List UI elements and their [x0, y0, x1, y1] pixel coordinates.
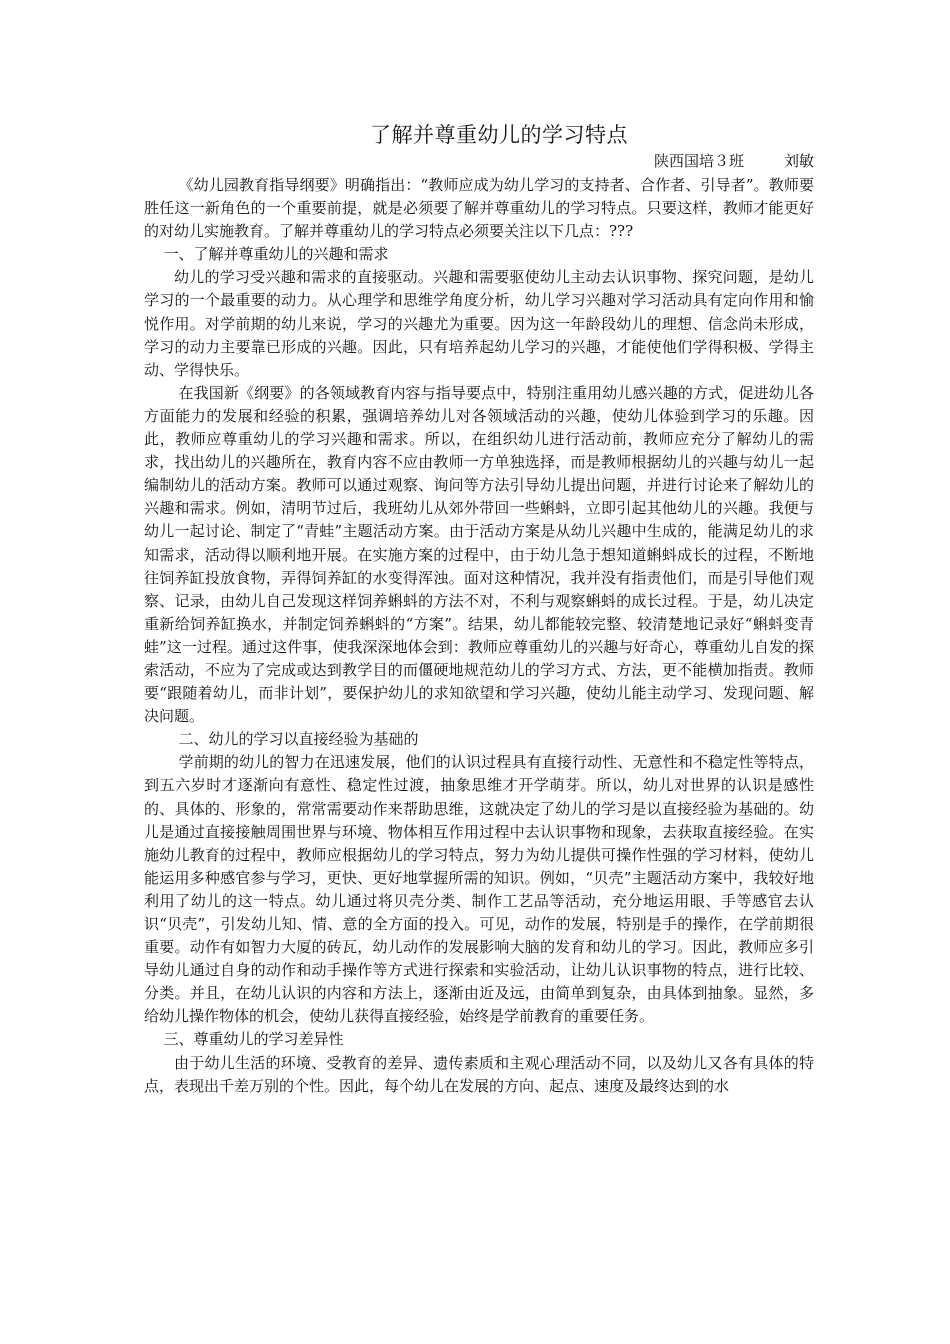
document-title: 了解并尊重幼儿的学习特点	[370, 123, 628, 147]
byline-author: 刘敏	[783, 152, 814, 170]
section1-paragraph-2: 在我国新《纲要》的各领域教育内容与指导要点中，特别注重用幼儿感兴趣的方式，促进幼儿各方面能力的发展和经验的积累，强调培养幼儿对各领域活动的兴趣，使幼儿体验到学习的乐趣。因此，教师应尊重幼儿的学习兴趣和需求。所以，在组织幼儿进行活动前，教师应充分了解幼儿的需求，找出幼儿的兴趣所在，教育内容不应由教师一方单独选择，而是教师根据幼儿的兴趣与幼儿一起编制幼儿的活动方案。教师可以通过观察、询问等方法引导幼儿提出问题，并进行讨论来了解幼儿的兴趣和需求。例如，清明节过后，我班幼儿从郊外带回一些蝌蚪，立即引起其他幼儿的兴趣。我便与幼儿一起讨论、制定了“青蛙”主题活动方案。由于活动方案是从幼儿兴趣中生成的，能满足幼儿的求知需求，活动得以顺利地开展。在实施方案的过程中，由于幼儿急于想知道蝌蚪成长的过程，不断地往饲养缸投放食物，弄得饲养缸的水变得浑浊。面对这种情况，我并没有指责他们，而是引导他们观察、记录，由幼儿自己发现这样饲养蝌蚪的方法不对，不利与观察蝌蚪的成长过程。于是，幼儿决定重新给饲养缸换水，并制定饲养蝌蚪的“方案”。结果，幼儿都能较完整、较清楚地记录好“蝌蚪变青蛙”这一过程。通过这件事，使我深深地体会到：教师应尊重幼儿的兴趣与好奇心，尊重幼儿自发的探索活动，不应为了完成或达到教学目的而僵硬地规范幼儿的学习方式、方法，更不能横加指责。教师要“跟随着幼儿，而非计划”，要保护幼儿的求知欲望和学习兴趣，使幼儿能主动学习、发现问题、解决问题。	[144, 383, 814, 726]
section1-paragraph-1: 幼儿的学习受兴趣和需求的直接驱动。兴趣和需要驱使幼儿主动去认识事物、探究问题，是幼儿学习的一个最重要的动力。从心理学和思维学角度分析，幼儿学习兴趣对学习活动具有定向作用和愉悦作用。对学前期的幼儿来说，学习的兴趣尤为重要。因为这一年龄段幼儿的理想、信念尚未形成，学习的动力主要靠已形成的兴趣。因此，只有培养起幼儿学习的兴趣，才能使他们学得积极、学得主动、学得快乐。	[144, 268, 814, 379]
intro-paragraph: 《幼儿园教育指导纲要》明确指出：“教师应成为幼儿学习的支持者、合作者、引导者”。教师要胜任这一新角色的一个重要前提，就是必须要了解并尊重幼儿的学习特点。只要这样，教师才能更好的对幼儿实施教育。了解并尊重幼儿的学习特点必须要关注以下几点：???	[144, 176, 814, 241]
section-heading-3: 三、尊重幼儿的学习差异性	[163, 1030, 344, 1049]
section-heading-2: 二、幼儿的学习以直接经验为基础的	[178, 730, 419, 749]
section3-paragraph-1: 由于幼儿生活的环境、受教育的差异、遗传素质和主观心理活动不同，以及幼儿又各有具体的特点，表现出千差万别的个性。因此，每个幼儿在发展的方向、起点、速度及最终达到的水	[144, 1053, 814, 1095]
byline-org: 陕西国培３班	[653, 152, 744, 170]
document-page	[144, 120, 814, 1098]
byline	[144, 150, 814, 173]
section2-paragraph-1: 学前期的幼儿的智力在迅速发展，他们的认识过程具有直接行动性、无意性和不稳定性等特点，到五六岁时才逐渐向有意性、稳定性过渡，抽象思维才开学萌芽。所以，幼儿对世界的认识是感性的、具体的、形象的，常常需要动作来帮助思维，这就决定了幼儿的学习是以直接经验为基础的。幼儿是通过直接接触周围世界与环境、物体相互作用过程中去认识事物和现象，去获取直接经验。在实施幼儿教育的过程中，教师应根据幼儿的学习特点，努力为幼儿提供可操作性强的学习材料，使幼儿能运用多种感官参与学习，更快、更好地掌握所需的知识。例如，“贝壳”主题活动方案中，我较好地利用了幼儿的这一特点。幼儿通过将贝壳分类、制作工艺品等活动，充分地运用眼、手等感官去认识“贝壳”，引发幼儿知、情、意的全方面的投入。可见，动作的发展，特别是手的操作，在学前期很重要。动作有如智力大厦的砖瓦，幼儿动作的发展影响大脑的发育和幼儿的学习。因此，教师应多引导幼儿通过自身的动作和动手操作等方式进行探索和实验活动，让幼儿认识事物的特点，进行比较、分类。并且，在幼儿认识的内容和方法上，逐渐由近及远，由简单到复杂，由具体到抽象。显然，多给幼儿操作物体的机会，使幼儿获得直接经验，始终是学前教育的重要任务。	[144, 753, 814, 1026]
section-heading-1: 一、了解并尊重幼儿的兴趣和需求	[163, 245, 389, 264]
